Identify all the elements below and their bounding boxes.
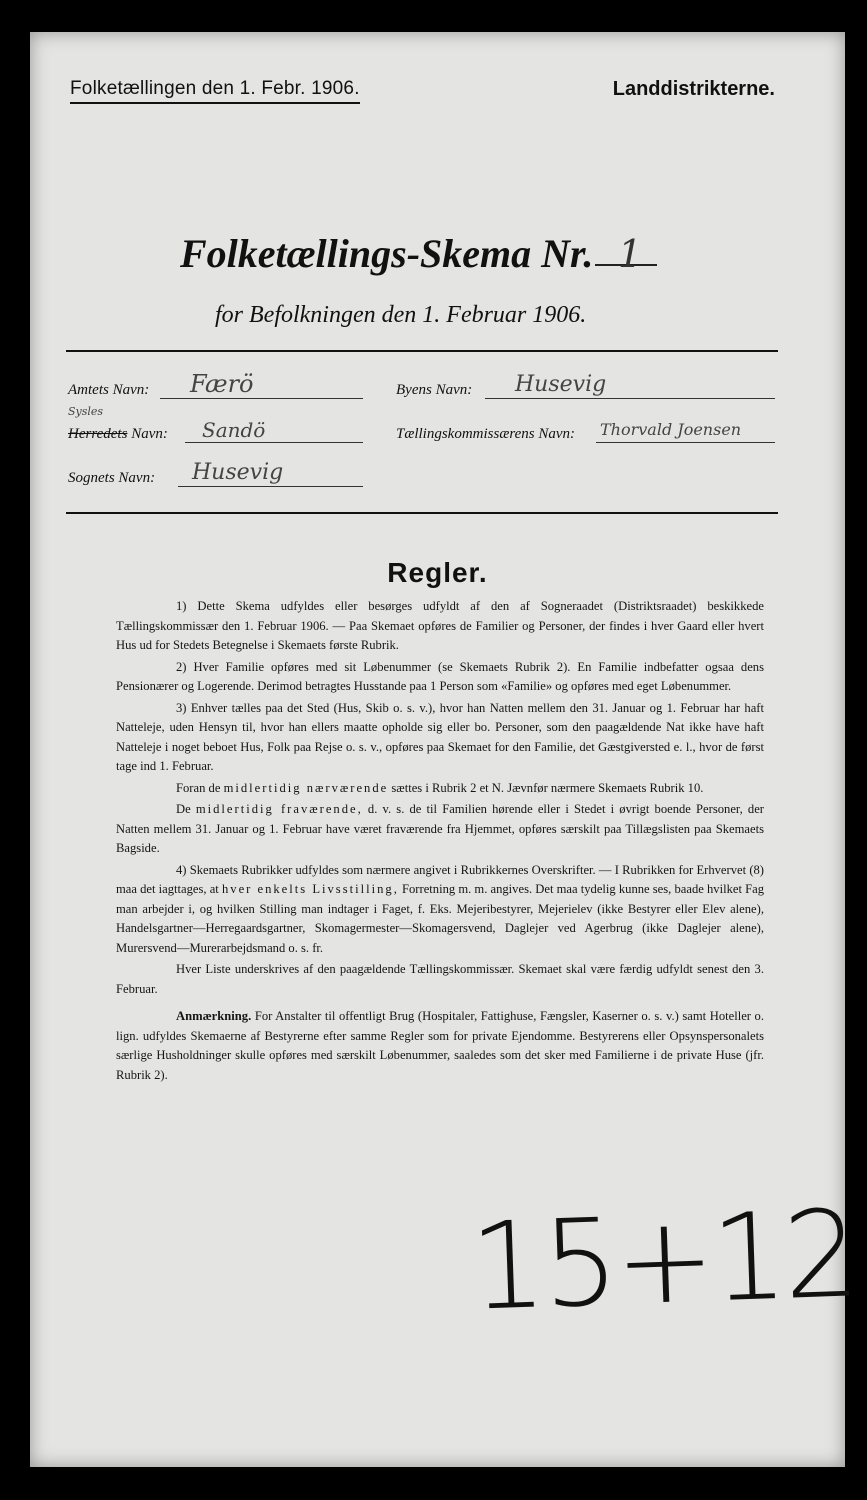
rule-3-absent-pre: De [176, 802, 191, 816]
rule-3-absent-post: d. v. s. de til Familien hørende eller i Stedet i øvrigt boende Personer, der Natten mellem 31. Januar og 1. Februar have været fraværende fra Hjemmet, opføres særskilt paa Tillægslisten paa Skemaets Bagside. [116, 802, 764, 855]
note-text: For Anstalter til offentligt Brug (Hospitaler, Fattighuse, Fængsler, Kaserner o. s. v.) samt Hoteller o. lign. udfyldes Skemaerne af Bestyrerne efter samme Regler som for private Ejendomme. Bestyrerens eller Opsynspersonalets særlige Husholdninger skulle opføres med særskilt Løbenummer, saaledes som det sker med Familierne i de private Huse (jfr. Rubrik 2). [116, 1009, 764, 1082]
kommissaer-line [596, 442, 775, 443]
rule-3-present-post: sættes i Rubrik 2 et N. Jævnfør nærmere Skemaets Rubrik 10. [391, 780, 704, 795]
census-header-title: Folketællingen den 1. Febr. 1906. [70, 78, 360, 104]
by-label: Byens Navn: [396, 382, 473, 398]
rule-4-spaced: hver enkelts Livsstilling, [221, 882, 399, 896]
handwritten-total: 15+12 [467, 1185, 859, 1338]
rule-3-present-pre: Foran de [176, 780, 221, 795]
schema-number: 1 [618, 232, 643, 276]
bottom-divider [66, 512, 778, 514]
rule-3-absent [116, 800, 764, 859]
herred-value: Sandö [202, 418, 266, 442]
form-title: Folketællings-Skema Nr. [180, 231, 594, 276]
rule-4 [116, 861, 764, 959]
by-value: Husevig [515, 372, 607, 397]
rules-body [116, 597, 764, 1087]
kommissaer-label: Tællingskommissærens Navn: [396, 426, 576, 442]
amt-label: Amtets Navn: [68, 382, 150, 398]
amt-line [160, 398, 363, 399]
rule-3: 3) Enhver tælles paa det Sted (Hus, Skib o. s. v.), hvor han Natten mellem den 31. Januar og 1. Februar har haft Natteleje, uden Hensyn til, hvor han ellers maatte opholde sig eller bo. Personer, som den paagældende Nat ikke have haft Natteleje i noget beboet Hus, Folk paa Rejse o. s. v., opføres paa Skemaet for den Familie, det Gæstgiversted e. l., hvor de først tage ind 1. Februar. [116, 700, 764, 773]
sogn-value: Husevig [192, 460, 284, 485]
herred-line [185, 442, 363, 443]
sogn-line [178, 486, 363, 487]
rule-3-present [116, 779, 764, 799]
rule-3-absent-spaced: midlertidig fraværende, [195, 802, 363, 816]
amt-value: Færö [190, 370, 254, 398]
rules-note [116, 1007, 764, 1085]
herred-label-suffix: Navn: [131, 426, 168, 442]
rule-4-pre: 4) Skemaets Rubrikker udfyldes som nærmere angivet i Rubrikkernes Overskrifter. — I Rubrikken for Erhvervet (8) maa det iagttages, at [116, 862, 764, 896]
herred-correction: Sysles [68, 405, 104, 418]
note-label: Anmærkning. [176, 1009, 252, 1023]
form-subtitle: for Befolkningen den 1. Februar 1906. [215, 302, 587, 328]
rule-2: 2) Hver Familie opføres med sit Løbenummer (se Skemaets Rubrik 2). En Familie indbefatter ogsaa dens Pensionærer og Logerende. Derimod betragtes Husstande paa 1 Person som «Familie» og opføres med eget Løbenummer. [116, 659, 764, 693]
by-line [485, 398, 775, 399]
herred-label-struck: Herredets [68, 426, 128, 442]
sogn-label: Sognets Navn: [68, 470, 156, 486]
kommissaer-value: Thorvald Joensen [600, 420, 742, 439]
herred-label [68, 426, 168, 443]
census-form-page [30, 32, 859, 1467]
rule-5: Hver Liste underskrives af den paagældende Tællingskommissær. Skemaet skal være færdig udfyldt senest den 3. Februar. [116, 962, 764, 996]
rule-1: 1) Dette Skema udfyldes eller besørges udfyldt af den af Sogneraadet (Distriktsraadet) beskikkede Tællingskommissær den 1. Februar 1906. — Paa Skemaet opføres de Familier og Personer, der findes i hver Gaard eller hvert Hus ud for Stedets Betegnelse i Skemaets første Rubrik. [116, 599, 764, 652]
top-divider [66, 350, 778, 352]
rules-heading: Regler. [387, 557, 488, 588]
rule-3-present-spaced: midlertidig nærværende [223, 780, 389, 795]
district-type-label: Landdistrikterne. [612, 78, 775, 100]
rule-4-post: Forretning m. m. angives. Det maa tydelig kunne ses, baade hvilket Fag man arbejder i, og hvilken Stilling man indtager i Faget, f. Eks. Mejeribestyrer, Mejerielev (ikke Bestyrer eller Elev alene), Handelsgartner—Herregaardsgartner, Skomagermester—Skomagersvend, Daglejer ved Agerbrug (ikke Daglejer alene), Murersvend—Murerarbejdsmand o. s. fr. [116, 882, 764, 955]
